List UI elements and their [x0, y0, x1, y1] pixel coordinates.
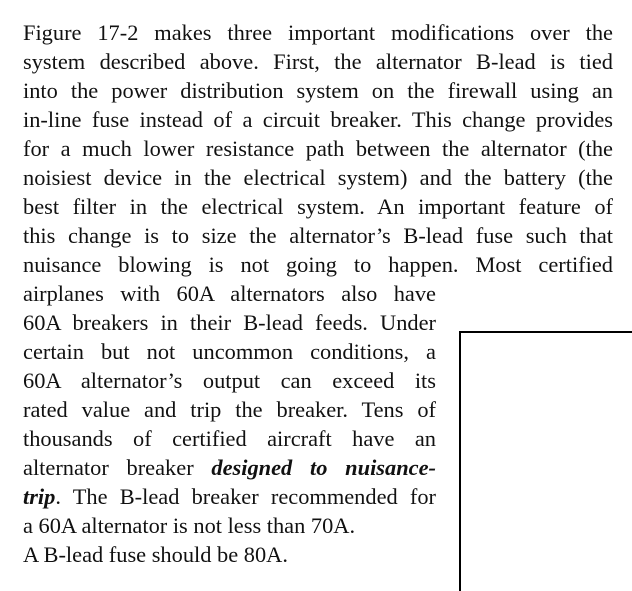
text-line-9: nuisance blowing is not going to happen. Most certified — [23, 252, 613, 277]
text-span-emphasis: designed to nuisance- — [211, 455, 436, 480]
text-line-1: Figure 17-2 makes three important modifications over the — [23, 20, 613, 45]
text-line-2: system described above. First, the alternator B-lead is tied — [23, 49, 613, 74]
text-line-3: into the power distribution system on the firewall using an — [23, 78, 613, 103]
text-line-13: 60A alternator’s output can exceed its — [23, 368, 436, 393]
text-line-12: certain but not uncommon conditions, a — [23, 339, 436, 364]
text-line-18: a 60A alternator is not less than 70A. — [23, 513, 356, 538]
text-span-normal: alternator breaker — [23, 455, 194, 480]
text-line-11: 60A breakers in their B-lead feeds. Under — [23, 310, 436, 335]
text-span-emphasis-continued: trip — [23, 484, 56, 509]
text-line-7: best filter in the electrical system. An important feature of — [23, 194, 613, 219]
text-line-19: A B-lead fuse should be 80A. — [23, 542, 288, 567]
text-line-15: thousands of certified aircraft have an — [23, 426, 436, 451]
text-line-4: in-line fuse instead of a circuit breaker. This change provides — [23, 107, 613, 132]
text-line-6: noisiest device in the electrical system) and the battery (the — [23, 165, 613, 190]
text-line-14: rated value and trip the breaker. Tens of — [23, 397, 436, 422]
text-span-normal: . The B-lead breaker recommended for — [55, 484, 436, 509]
text-line-17 — [23, 482, 436, 511]
figure-frame — [459, 331, 632, 591]
text-line-16 — [23, 453, 436, 482]
text-line-8: this change is to size the alternator’s B-lead fuse such that — [23, 223, 613, 248]
text-line-5: for a much lower resistance path between the alternator (the — [23, 136, 613, 161]
text-line-10: airplanes with 60A alternators also have — [23, 281, 436, 306]
